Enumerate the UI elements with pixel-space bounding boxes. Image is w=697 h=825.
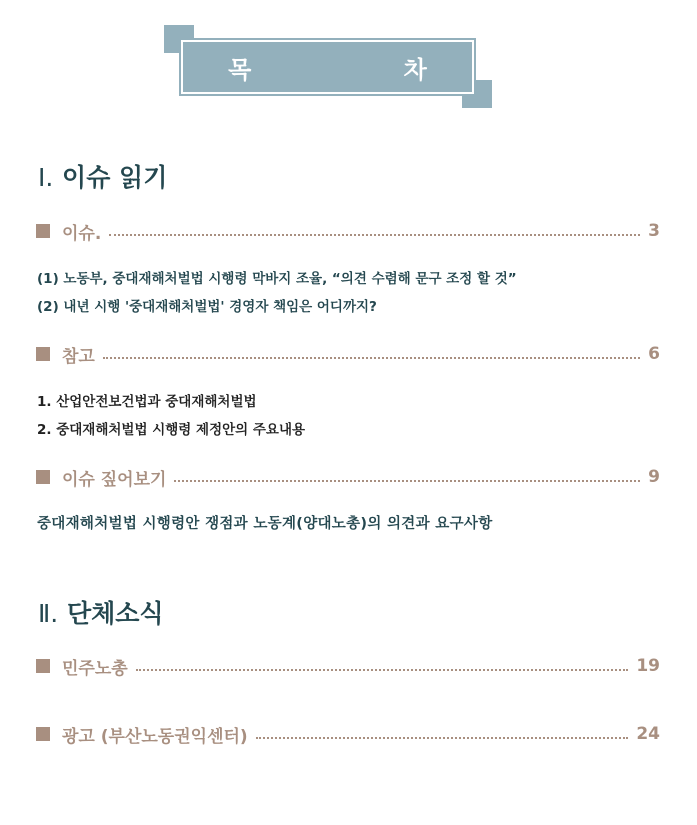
toc-entry[interactable] (36, 465, 660, 489)
dot-leader (103, 357, 640, 359)
title-banner (181, 40, 499, 94)
bullet-square-icon (36, 659, 50, 673)
toc-entry-label: 민주노총 (62, 658, 128, 679)
toc-entry-page: 19 (636, 656, 660, 676)
list-item: 1. 산업안전보건법과 중대재해처벌법 (37, 394, 257, 410)
page-title: 목 차 (228, 55, 499, 84)
dot-leader (109, 234, 640, 236)
list-item: (1) 노동부, 중대재해처벌법 시행령 막바지 조율, “의견 수렴해 문구 조정 할 것” (37, 271, 517, 287)
toc-entry-label: 광고 (부산노동권익센터) (62, 726, 248, 747)
list-item: 2. 중대재해처벌법 시행령 제정안의 주요내용 (37, 422, 306, 438)
toc-entry[interactable] (36, 654, 660, 678)
list-item: (2) 내년 시행 '중대재해처벌법' 경영자 책임은 어디까지? (37, 299, 377, 315)
section-numeral: Ⅱ. (38, 599, 59, 628)
toc-entry[interactable] (36, 342, 660, 366)
list-item: 중대재해처벌법 시행령안 쟁점과 노동계(양대노총)의 의견과 요구사항 (37, 516, 493, 532)
toc-entry-page: 3 (648, 221, 660, 241)
section-title: 단체소식 (66, 599, 164, 628)
toc-entry-label: 참고 (62, 346, 95, 367)
toc-entry[interactable] (36, 722, 660, 746)
toc-entry-label: 이슈 짚어보기 (62, 469, 167, 490)
section-title: 이슈 읽기 (62, 163, 168, 192)
section-numeral: Ⅰ. (38, 163, 54, 192)
toc-entry-page: 24 (636, 724, 660, 744)
bullet-square-icon (36, 224, 50, 238)
toc-entry[interactable] (36, 219, 660, 243)
dot-leader (174, 480, 640, 482)
bullet-square-icon (36, 727, 50, 741)
bullet-square-icon (36, 347, 50, 361)
section-heading (38, 594, 164, 630)
toc-entry-label: 이슈. (62, 223, 102, 244)
toc-entry-page: 9 (648, 467, 660, 487)
bullet-square-icon (36, 470, 50, 484)
section-heading (38, 158, 167, 194)
dot-leader (136, 669, 629, 671)
toc-entry-page: 6 (648, 344, 660, 364)
dot-leader (256, 737, 629, 739)
